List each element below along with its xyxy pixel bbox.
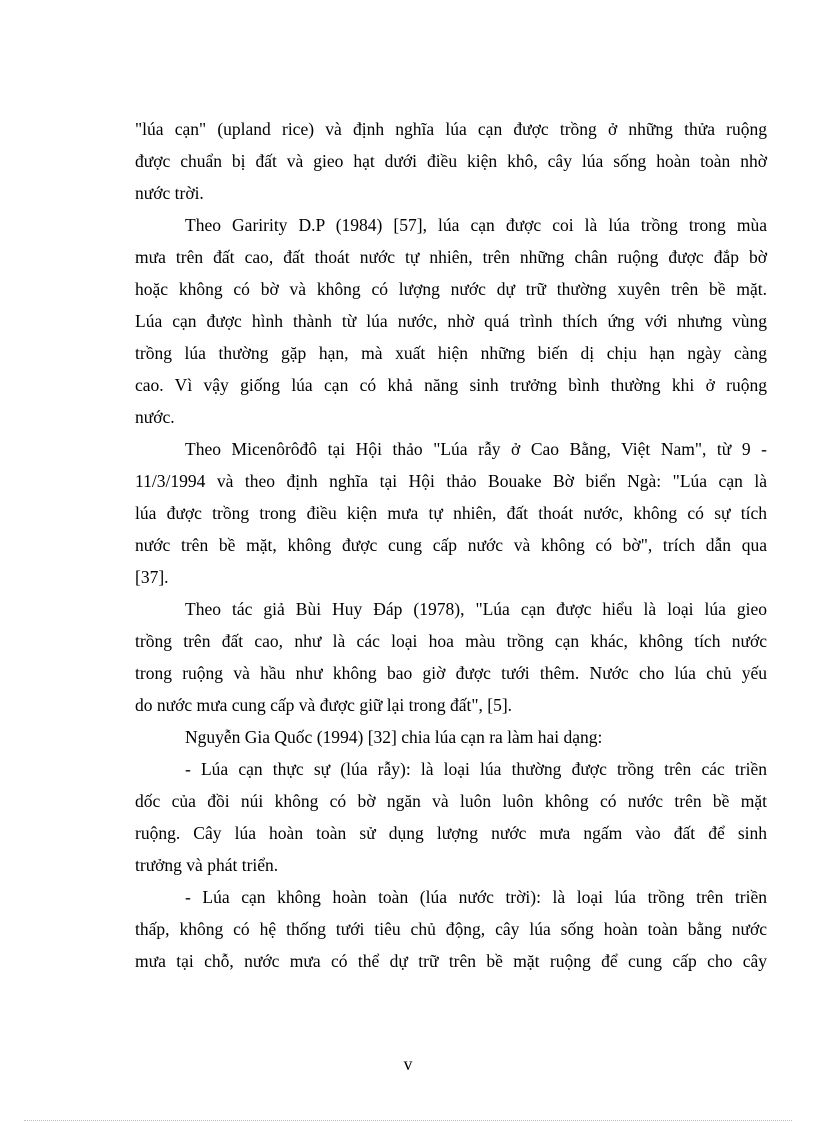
text-line: hoặc không có bờ và không có lượng nước dự trữ thường xuyên trên bề mặt. — [135, 279, 767, 299]
text-line: mưa trên đất cao, đất thoát nước tự nhiên, trên những chân ruộng được đắp bờ — [135, 247, 767, 267]
page-number: v — [403, 1054, 413, 1074]
text-line: lúa được trồng trong điều kiện mưa tự nhiên, đất thoát nước, không có sự tích — [135, 503, 767, 523]
body-text — [135, 113, 767, 977]
text-line: trưởng và phát triển. — [135, 855, 279, 875]
text-line: Theo Micenôrôđô tại Hội thảo "Lúa rẫy ở Cao Bằng, Việt Nam", từ 9 - — [185, 439, 767, 459]
text-line: cao. Vì vậy giống lúa cạn có khả năng sinh trưởng bình thường khi ở ruộng — [135, 375, 767, 395]
text-line: - Lúa cạn thực sự (lúa rẫy): là loại lúa thường được trồng trên các triền — [185, 759, 767, 779]
text-line: Theo tác giả Bùi Huy Đáp (1978), "Lúa cạn được hiểu là loại lúa gieo — [185, 599, 767, 619]
text-line: [37]. — [135, 567, 169, 587]
text-line: do nước mưa cung cấp và được giữ lại trong đất", [5]. — [135, 695, 513, 715]
text-line: mưa tại chỗ, nước mưa có thể dự trữ trên bề mặt ruộng để cung cấp cho cây — [135, 951, 767, 971]
page-bottom-border — [24, 1120, 792, 1121]
text-line: trồng lúa thường gặp hạn, mà xuất hiện những biến dị chịu hạn ngày càng — [135, 343, 767, 363]
text-line: - Lúa cạn không hoàn toàn (lúa nước trời): là loại lúa trồng trên triền — [185, 887, 767, 907]
text-line: dốc của đồi núi không có bờ ngăn và luôn luôn không có nước trên bề mặt — [135, 791, 767, 811]
text-line: ruộng. Cây lúa hoàn toàn sử dụng lượng nước mưa ngấm vào đất để sinh — [135, 823, 767, 843]
text-line: thấp, không có hệ thống tưới tiêu chủ động, cây lúa sống hoàn toàn bằng nước — [135, 919, 767, 939]
text-line: được chuẩn bị đất và gieo hạt dưới điều kiện khô, cây lúa sống hoàn toàn nhờ — [135, 151, 767, 171]
text-line: Theo Garirity D.P (1984) [57], lúa cạn được coi là lúa trồng trong mùa — [185, 215, 767, 235]
text-line: nước trời. — [135, 183, 204, 203]
text-line: trồng trên đất cao, như là các loại hoa màu trồng cạn khác, không tích nước — [135, 631, 767, 651]
text-line: 11/3/1994 và theo định nghĩa tại Hội thảo Bouake Bờ biển Ngà: "Lúa cạn là — [135, 471, 767, 491]
text-line: nước. — [135, 407, 175, 427]
text-line: trong ruộng và hầu như không bao giờ được tưới thêm. Nước cho lúa chủ yếu — [135, 663, 767, 683]
text-line: nước trên bề mặt, không được cung cấp nước và không có bờ", trích dẫn qua — [135, 535, 767, 555]
text-line: Nguyễn Gia Quốc (1994) [32] chia lúa cạn ra làm hai dạng: — [185, 727, 603, 747]
text-line: "lúa cạn" (upland rice) và định nghĩa lúa cạn được trồng ở những thửa ruộng — [135, 119, 767, 139]
text-line: Lúa cạn được hình thành từ lúa nước, nhờ quá trình thích ứng với nhưng vùng — [135, 311, 767, 331]
